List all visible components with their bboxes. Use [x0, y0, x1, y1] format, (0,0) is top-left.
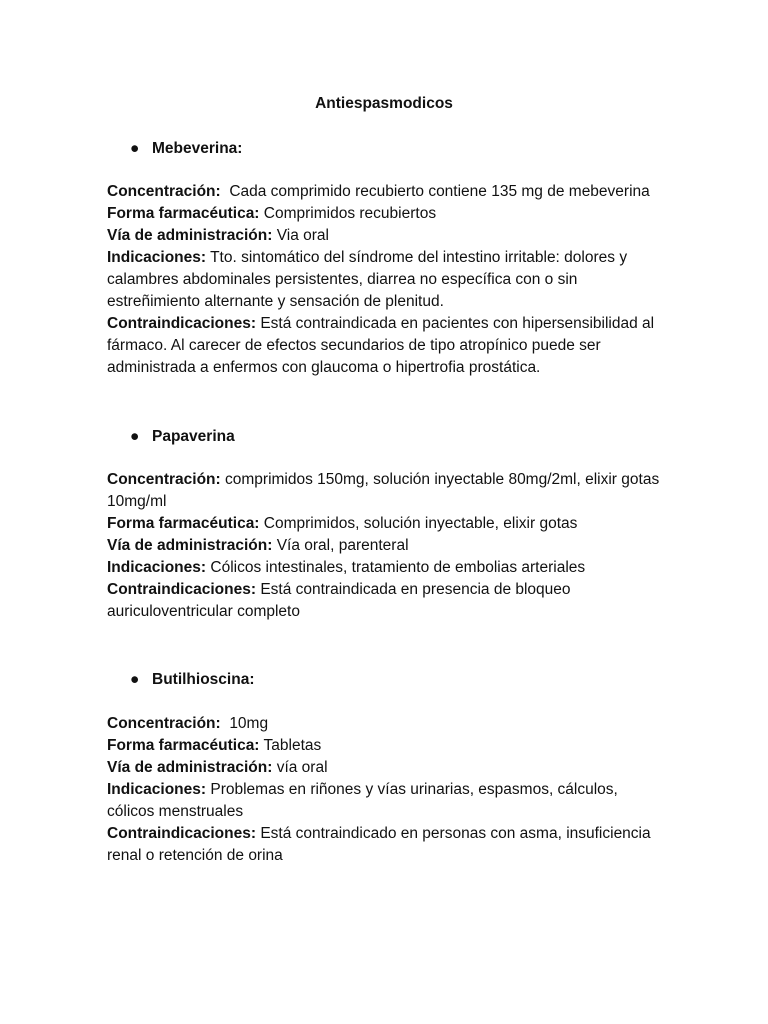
- section-body-butilhioscina: [107, 713, 667, 867]
- entry-value: Comprimidos, solución inyectable, elixir gotas: [263, 515, 578, 532]
- entry-value: Vía oral, parenteral: [276, 537, 409, 554]
- section-name: Papaverina: [152, 428, 235, 445]
- entry-value: Tabletas: [263, 737, 322, 754]
- entry-value: Cólicos intestinales, tratamiento de embolias arteriales: [210, 559, 586, 576]
- entry-label: Concentración:: [107, 183, 221, 200]
- bullet-icon: ●: [130, 671, 140, 688]
- entry-value: Comprimidos recubiertos: [263, 205, 437, 222]
- entry-value: Via oral: [276, 227, 329, 244]
- entry-value: Está contraindicado en personas con asma, insuficiencia renal o retención de orina: [107, 825, 651, 864]
- entry-value: Está contraindicada en pacientes con hipersensibilidad al fármaco. Al carecer de efectos secundarios de tipo atropínico puede ser administrada a enfermos con glaucoma o hipertrofia prostática.: [107, 315, 655, 376]
- entry-indicaciones: [107, 557, 667, 579]
- entry-label: Forma farmacéutica:: [107, 515, 260, 532]
- entry-value: vía oral: [276, 759, 328, 776]
- entry-concentracion: [107, 469, 667, 513]
- entry-value: Tto. sintomático del síndrome del intestino irritable: dolores y calambres abdominales persistentes, diarrea no específica con o sin estreñimiento alternante y sensación de plenitud.: [107, 249, 628, 310]
- entry-label: Contraindicaciones:: [107, 315, 256, 332]
- section-name: Butilhioscina:: [152, 671, 255, 688]
- entry-value: comprimidos 150mg, solución inyectable 80mg/2ml, elixir gotas 10mg/ml: [107, 471, 660, 510]
- entry-via-administracion: [107, 757, 667, 779]
- entry-via-administracion: [107, 535, 667, 557]
- entry-value: 10mg: [229, 715, 269, 732]
- entry-indicaciones: [107, 779, 667, 823]
- entry-label: Contraindicaciones:: [107, 581, 256, 598]
- section-body-mebeverina: [107, 181, 667, 379]
- entry-indicaciones: [107, 247, 667, 313]
- section-body-papaverina: [107, 469, 667, 623]
- entry-contraindicaciones: [107, 579, 667, 623]
- entry-contraindicaciones: [107, 823, 667, 867]
- entry-concentracion: [107, 181, 667, 203]
- entry-label: Concentración:: [107, 715, 221, 732]
- entry-label: Vía de administración:: [107, 759, 273, 776]
- section-heading-butilhioscina: [130, 669, 254, 691]
- bullet-icon: ●: [130, 428, 140, 445]
- entry-via-administracion: [107, 225, 667, 247]
- entry-label: Forma farmacéutica:: [107, 205, 260, 222]
- section-heading-papaverina: [130, 426, 235, 448]
- section-heading-mebeverina: [130, 138, 242, 160]
- entry-label: Indicaciones:: [107, 249, 207, 266]
- document-title: Antiespasmodicos: [315, 95, 453, 112]
- entry-label: Indicaciones:: [107, 781, 207, 798]
- entry-value: Problemas en riñones y vías urinarias, espasmos, cálculos, cólicos menstruales: [107, 781, 618, 820]
- entry-value: Cada comprimido recubierto contiene 135 mg de mebeverina: [229, 183, 650, 200]
- entry-forma-farmaceutica: [107, 203, 667, 225]
- entry-label: Vía de administración:: [107, 227, 273, 244]
- entry-concentracion: [107, 713, 667, 735]
- entry-forma-farmaceutica: [107, 513, 667, 535]
- bullet-icon: ●: [130, 140, 140, 157]
- entry-label: Concentración:: [107, 471, 221, 488]
- entry-label: Vía de administración:: [107, 537, 273, 554]
- entry-forma-farmaceutica: [107, 735, 667, 757]
- entry-contraindicaciones: [107, 313, 667, 379]
- entry-label: Indicaciones:: [107, 559, 207, 576]
- entry-value: Está contraindicada en presencia de bloqueo auriculoventricular completo: [107, 581, 571, 620]
- entry-label: Contraindicaciones:: [107, 825, 256, 842]
- section-name: Mebeverina:: [152, 140, 243, 157]
- entry-label: Forma farmacéutica:: [107, 737, 260, 754]
